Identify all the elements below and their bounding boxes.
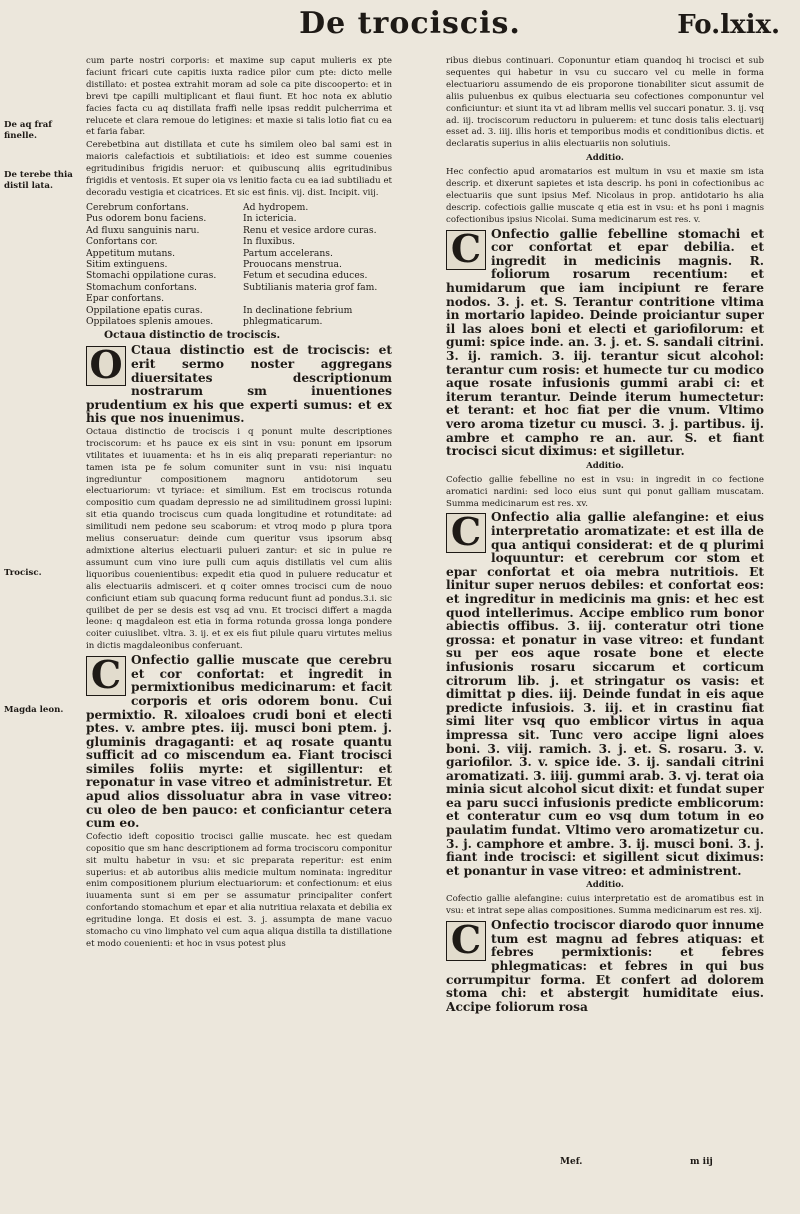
list-item: Stomachum confortans. — [86, 281, 197, 293]
paragraph-text: Onfectio gallie febelline stomachi et cor confortat et epar debilia. et ingredit in medicinis magnis. R. foliorum rosarum recentium: et humidarum que iam incipiunt re ferare nodos. 3. j. et. S. Terantur contritione vltima in mortario lapideo. Deinde proiciantur super il las aloes boni et electi et gariofilorum: et gumi: spice inde. an. 3. j. et. S. sandali citrini. 3. ij. ramich. 3. iij. terantur sicut alcohol: terantur cum rosis: et humecte tur cu modico aque rosate infusionis gummi arabi ci: et iterum terantur. Deinde iterum humectetur: et terant: et hoc fiat per die vnum. Vltimo vero aroma tizetur cu musci. 3. j. partibus. ij. ambre et campho re an. aur. S. et fiant trocisci sicut diximus: et sigilletur. — [446, 226, 764, 459]
list-item: Oppilatione epatis curas. — [86, 304, 203, 316]
additio-heading: Additio. — [586, 460, 624, 471]
initial-letter-c: C — [86, 656, 126, 696]
virtues-list — [86, 202, 392, 327]
paragraph: Cofectio gallie febelline no est in vsu: in ingredit in co fectione aromatici nardini: sed loco eius sunt qui ponut galliam muscatam. Summa medicinarum est res. xv. — [446, 474, 764, 509]
list-item: Ad fluxu sanguinis naru. — [86, 224, 200, 236]
right-column — [446, 56, 764, 1136]
paragraph — [446, 919, 764, 1014]
paragraph: ribus diebus continuari. Coponuntur etiam quandoq hi trocisci et sub sequentes qui habetur in vsu cu succaro vel cu melle in forma electuarioru assumendo de eis proporone tionabiliter sicut assumit de aliis puluenbus ex quibus electuaria seu cofectiones componuntur vel conficiuntur: et siunt ita vt ad libram mellis vel succari ponatur. 3. ij. vsq ad. iij. trociscorum reductoru in puluerem: et tunc dosis talis electuarij esset ad. 3. iiij. illis horis et temporibus modis et conditionibus dictis. et declaratis superius in aliis electuariis non solutiuis. — [446, 56, 764, 150]
list-item: In declinatione febrium — [243, 304, 353, 316]
list-item: Appetitum mutans. — [86, 247, 176, 259]
initial-letter-c: C — [446, 230, 486, 270]
initial-letter-c: C — [446, 921, 486, 961]
list-item: In ictericia. — [243, 213, 297, 225]
paragraph: Octaua distinctio de trociscis i q ponunt multe descriptiones trociscorum: et hs pauce ex eis sint in vsu: ponunt em ipsorum vtilitates et iuuamenta: et hs in eis aliq preparati reperiantur: no tamen ista pe fe solum comuniter sunt in vsu: nisi inquatu ingrediuntur compositionem magnoru antidotorum seu electuariorum: vt tyriace: et similium. Est em trociscus rotunda compositio cum quadam depressio ne ad similitudinem grossi lupini: sit etia quando trociscus cum quada longitudine et rotunditate: ad similitudi nem pedone seu scaborum: et vtroq modo p plura tpora melius conseruatur: deinde cum queritur vsus ipsorum absq admixtione alterius electuarii pulueri zantur: et sic in pulue re assumunt cum vino iure pulli cum aquis distillatis vel cum aliis liquoribus couenientibus: expedit etia quod in puluere reducatur et alis electuariis admisceri. et q coiter omnes trocisci cum de nouo conficiunt etiam sub quacunq forma reducunt fiunt ad pondus.3.i. sic quilibet de per se desis est vsq ad vnu. Et trocisci differt a magda leone: q magdaleon est etia in forma rotunda grossa longa pondere coiter cuiuslibet. vltra. 3. ij. et ex eis fiut pilule quaru virtutes melius in dictis magdaleonibus conferuant. — [86, 426, 392, 652]
list-item — [243, 293, 392, 304]
list-item: Partum accelerans. — [243, 247, 333, 259]
list-item: Subtilianis materia grof fam. — [243, 281, 378, 293]
list-item: phlegmaticarum. — [243, 315, 323, 327]
additio-heading: Additio. — [586, 880, 624, 891]
left-column — [86, 56, 392, 1136]
running-title: De trociscis. — [299, 6, 521, 41]
paragraph: Cofectio ideft copositio trocisci gallie muscate. hec est quedam copositio que sm hanc descriptionem ad forma trociscoru componitur sit multu habetur in vsu: et sic preparata reperitur: est enim superius: et ab autoribus aliis medicie multum nominata: ingreditur enim compositionem plurium electuariorum: et confectionum: et eius iuuamenta sunt si em per se assumatur principaliter confert confortando stomachum et epar et alia nutritiua relaxata et debilia ex egritudine longa. Et dosis ei est. 3. j. assumpta de mane vacuo stomacho cu vino limphato vel cum aqua aliqua distilla ta distillatione et modo couenienti: et hoc in vsus potest plus — [86, 831, 392, 949]
signature-mark: m iij — [690, 1157, 713, 1167]
paragraph-text: Ctaua distinctio est de trociscis: et erit sermo noster aggregans diuersitates descriptionum nostrarum sm inuentiones prudentium ex his que experti sumus: et ex his que nos inuenimus. — [86, 343, 392, 426]
initial-letter-o: O — [86, 346, 126, 386]
catchword: Mef. — [560, 1157, 583, 1167]
list-item: Ad hydropem. — [243, 201, 309, 213]
margin-note: De terebe thia distil lata. — [4, 170, 73, 191]
paragraph: Cerebetbina aut distillata et cute hs similem oleo bal sami est in maioris calefactiois et subtiliatiois: et ideo est summe couenies egritudinibus frigidis neruor: et quibuscunq aliis egritudinibus frigidis et ventosis. Et super oia vs lenitio facta cu ea iad subtiliadu et decoradu vestigia et cicatrices. Et sic est finis. vij. dist. Incipit. viij. — [86, 140, 392, 198]
list-item: Confortans cor. — [86, 236, 158, 248]
initial-letter-c: C — [446, 513, 486, 553]
list-item: Epar confortans. — [86, 293, 165, 305]
list-item: Renu et vesice ardore curas. — [243, 224, 377, 236]
paragraph-text: Onfectio gallie muscate que cerebru et cor confortat: et ingredit in permixtionibus medicinarum: et facit corporis et oris odorem bonu. Cui permixtio. R. xiloaloes crudi boni et electi ptes. v. ambre ptes. iij. musci boni ptem. j. gluminis dragaganti: et aq rosate quantu sufficit ad co miscendum ea. Fiant trocisci similes foliis myrte: et sigillentur: et reponatur in vase vitreo et administretur. Et apud alios dissoluatur abra in vase vitreo: cu oleo de ben pauco: et conficiantur cetera cum eo. — [86, 653, 392, 831]
additio-heading: Additio. — [586, 153, 624, 164]
list-item: Oppilatoes splenis amoues. — [86, 315, 214, 327]
list-item: Sitim extinguens. — [86, 258, 168, 270]
paragraph: cum parte nostri corporis: et maxime sup caput mulieris ex pte faciunt fricari cute capitis iuxta radice pilor cum pte: dicto melle distillato: et postea extrahit moram ad sole ca pite discooperto: et in brevi tpe capilli multiplicant et flaui fiunt. Et hoc nota ex ablutio facies facta cu aq distillata fraffi nelle ipsas reddit pulcherrima et relucete et clara remoue do letigines: et maxie si talis lotio fiat cu ea et faria fabar. — [86, 56, 392, 138]
list-item: Stomachi oppilatione curas. — [86, 270, 217, 282]
list-item: In fluxibus. — [243, 236, 296, 248]
margin-note: Magda leon. — [4, 705, 64, 715]
paragraph — [446, 511, 764, 878]
folio-number: Fo.lxix. — [677, 10, 780, 40]
list-item: Pus odorem bonu faciens. — [86, 213, 207, 225]
paragraph-text: Onfectio alia gallie alefangine: et eius interpretatio aromatizate: et est illa de qua antiqui considerat: et de q plurimi loquuntur: et cerebrum cor stom et epar confortat et oia mebra nutritiois. Et linitur super neruos debiles: et confortat eos: et ingreditur in medicinis ma gnis: et hec est quod intellerimus. Accipe emblico rum bonor abiectis offibus. 3. iij. conteratur otri tione grossa: et ponatur in vase vitreo: et fundant su per eos aque rosate bone et electe infusionis rosaru siccarum et corticum citrorum lib. j. et stringatur os vasis: et dimittat p dies. iij. Deinde fundat in eis aque predicte infusiois. 3. iij. et in crastinu fiat simi liter vsq quo emblicor virtus in aqua impressa sit. Tunc vero accipe ligni aloes boni. 3. viij. ramich. 3. j. et. S. rosaru. 3. v. gariofilor. 3. v. spice ide. 3. ij. sandali citrini aromatizati. 3. iiij. gummi arab. 3. vj. terat oia minia sicut alcohol sicut dixit: et fundat super ea paru succi infusionis predicte emblicorum: et conteratur cum eo vsq dum totum in eo paulatim fundat. Vltimo vero aromatizetur cu. 3. j. camphore et ambre. 3. ij. musci boni. 3. j. fiant inde trocisci: et sigillent sicut diximus: et ponantur in vase vitreo: et administrent. — [446, 510, 764, 878]
paragraph — [446, 225, 764, 459]
margin-note: Trocisc. — [4, 568, 42, 578]
margin-note: De aq fraf finelle. — [4, 120, 52, 141]
paragraph: Cofectio gallie alefangine: cuius interpretatio est de aromatibus est in vsu: et intrat sepe alias compositiones. Summa medicinarum est res. xij. — [446, 894, 764, 917]
section-heading: Octaua distinctio de trociscis. — [104, 329, 281, 342]
paragraph-text: Onfectio trociscor diarodo quor innume tum est magnu ad febres atiquas: et febres permixtionis: et febres phlegmaticas: et febres in qui bus corrumpitur forma. Et confert ad dolorem stoma chi: et abstergit humiditate eius. Accipe foliorum rosa — [446, 918, 764, 1014]
list-item: Prouocans menstrua. — [243, 258, 342, 270]
paragraph — [86, 344, 392, 426]
paragraph: Hec confectio apud aromatarios est multum in vsu et maxie sm ista descrip. et dixerunt sapietes et ista descrip. hs poni in cofectionibus ac electuariis que sunt ipsius Mef. Nicolaus in prop. antidotario hs alia descrip. cofectiois gallie muscate q etia est in vsu: et hs poni i magnis cofectionibus ipsius Nicolai. Suma medicinarum est res. v. — [446, 167, 764, 225]
list-item: Fetum et secudina educes. — [243, 270, 368, 282]
list-item: Cerebrum confortans. — [86, 201, 189, 213]
paragraph — [86, 654, 392, 831]
